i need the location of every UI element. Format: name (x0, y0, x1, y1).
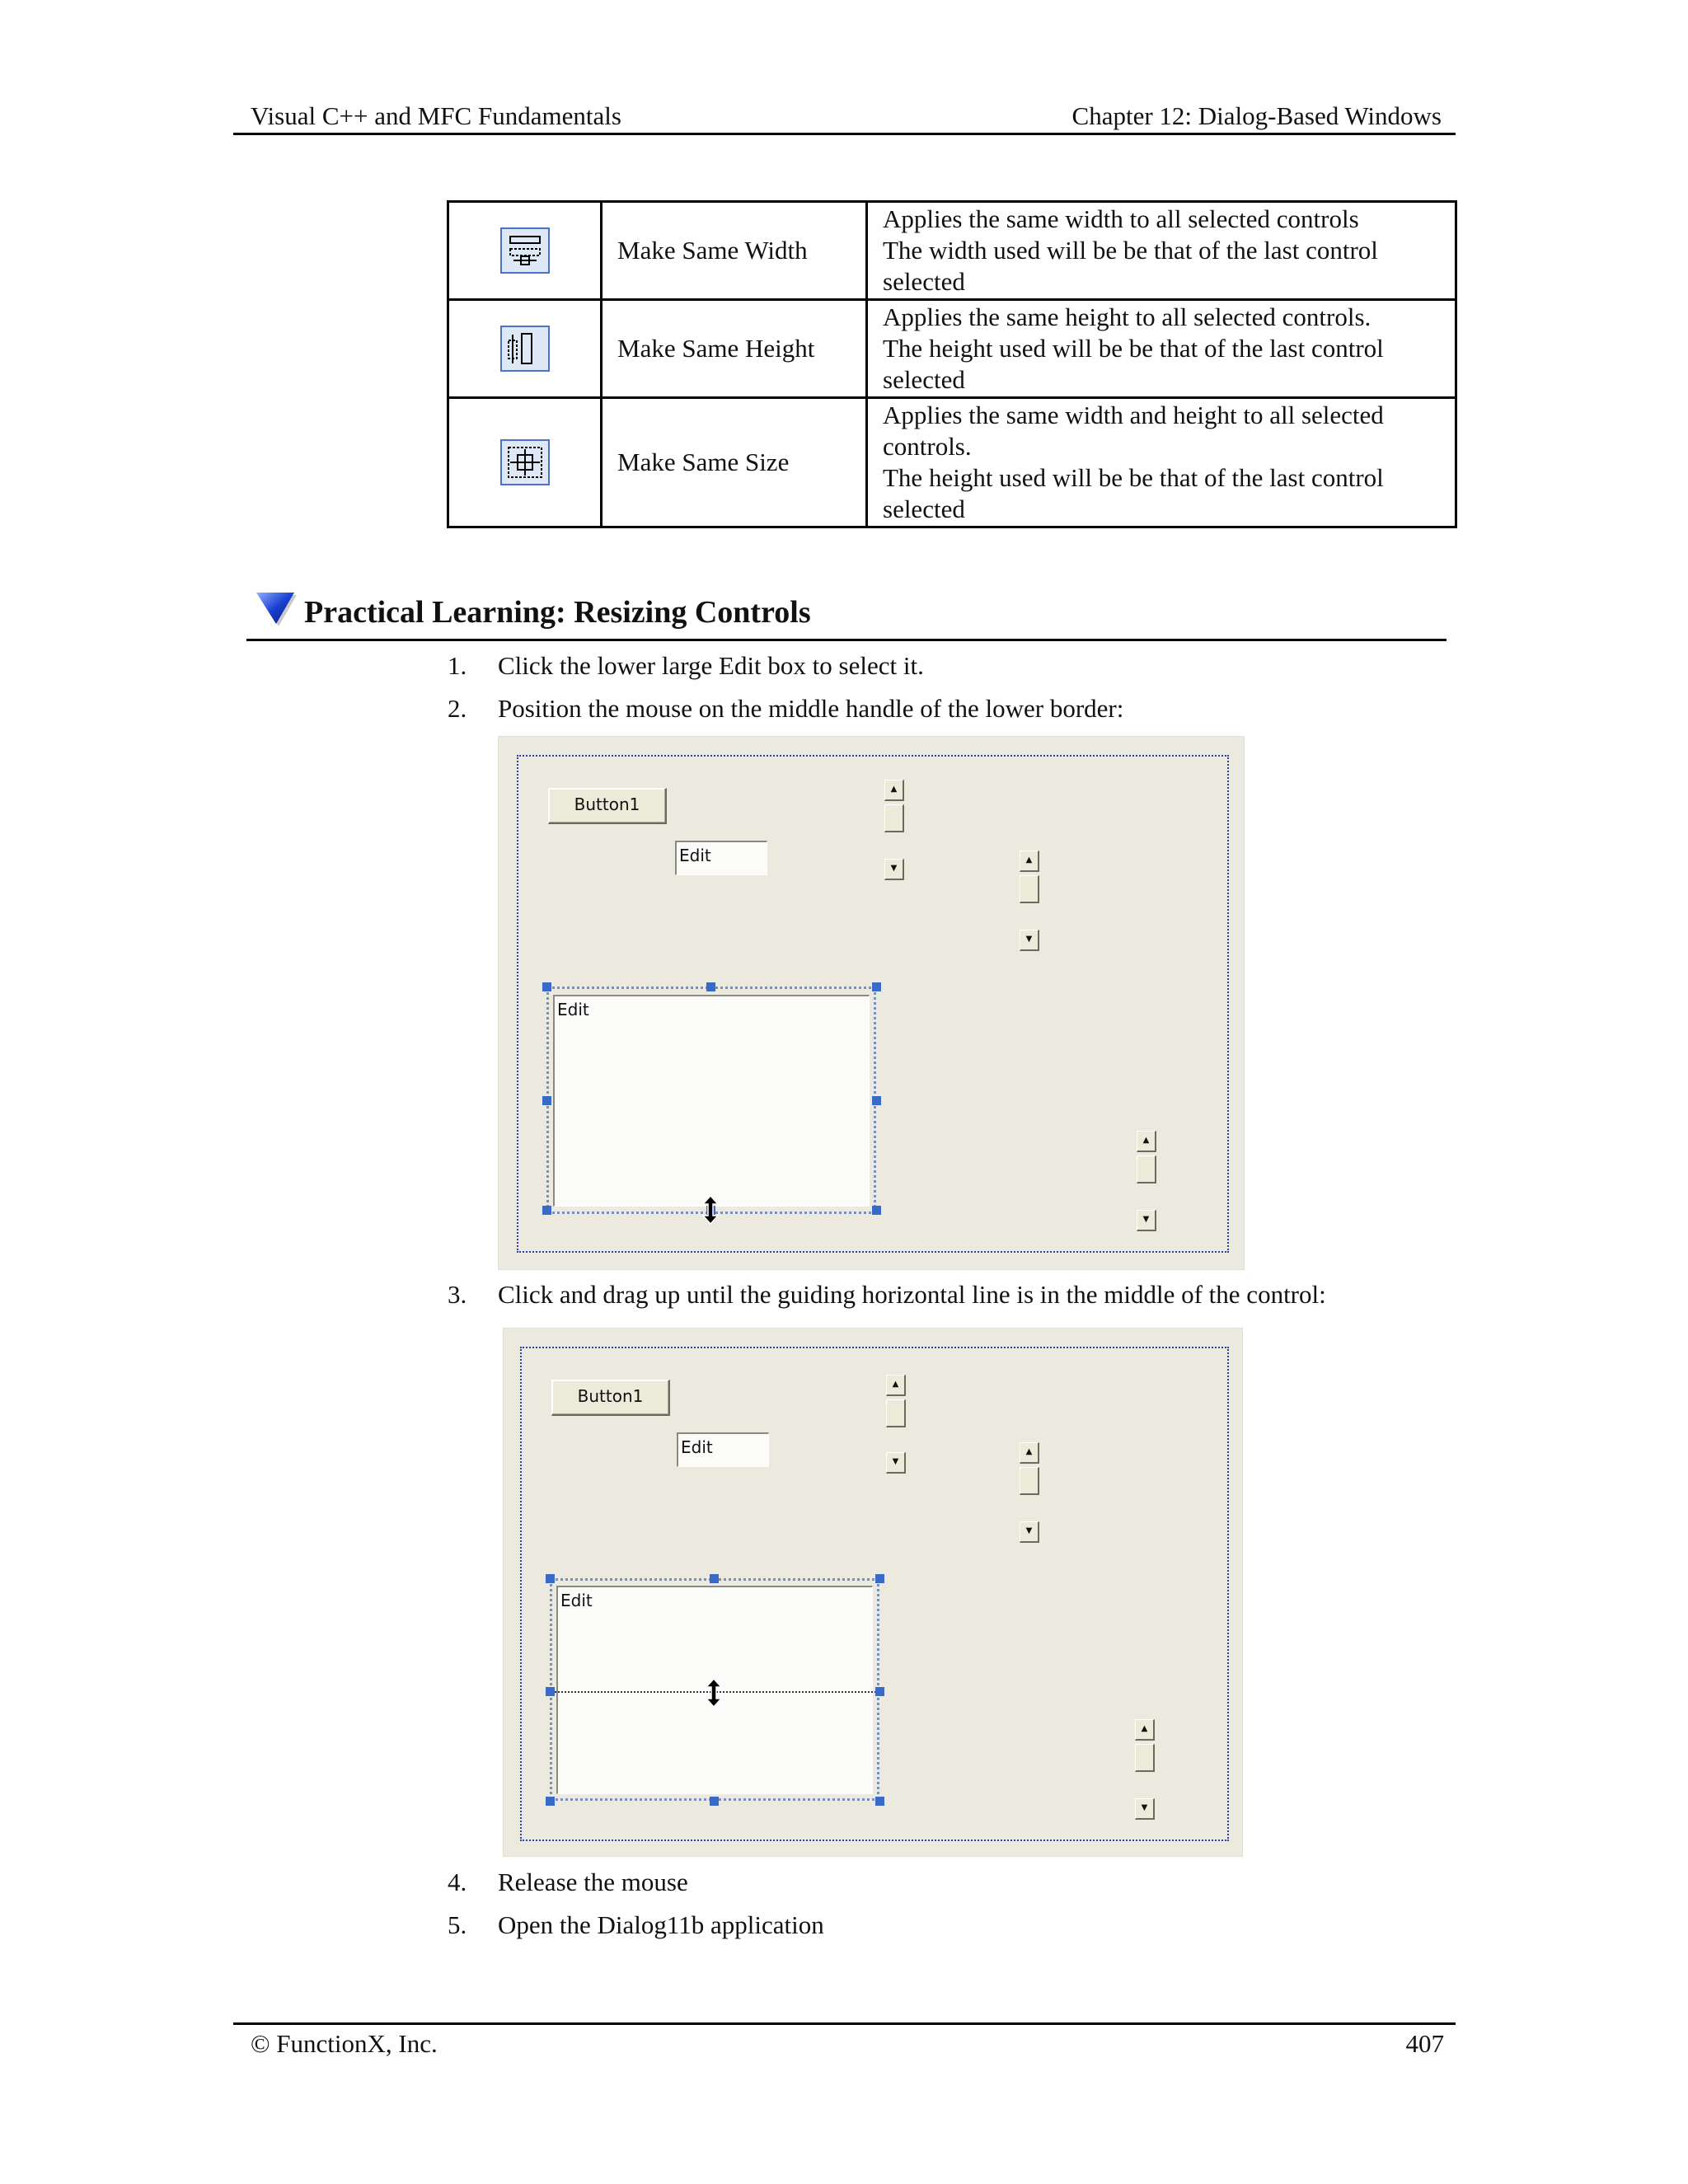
spin-track (1020, 1467, 1039, 1495)
table-row (448, 202, 1456, 300)
spin-down-icon[interactable]: ▼ (1020, 930, 1039, 951)
resize-handle[interactable] (542, 1206, 551, 1215)
running-header-title: Visual C++ and MFC Fundamentals (251, 101, 621, 130)
spin-control[interactable] (1135, 1719, 1156, 1820)
spin-control[interactable] (1020, 1442, 1041, 1543)
section-title: Practical Learning: Resizing Controls (304, 595, 811, 630)
dialog-screenshot-after (503, 1328, 1243, 1857)
edit-box-large[interactable]: Edit (556, 1586, 873, 1794)
spin-track (1137, 1155, 1156, 1183)
spin-control[interactable] (886, 1375, 907, 1474)
resize-handle[interactable] (710, 1574, 719, 1583)
spin-up-icon[interactable]: ▲ (886, 1375, 906, 1396)
table-row (448, 300, 1456, 398)
table-row (448, 398, 1456, 527)
button1[interactable]: Button1 (551, 1380, 670, 1416)
resize-handle[interactable] (875, 1797, 884, 1806)
edit-box-small[interactable]: Edit (677, 1432, 769, 1467)
running-header-chapter: Chapter 12: Dialog-Based Windows (1071, 101, 1442, 130)
edit-box-small[interactable]: Edit (675, 841, 767, 875)
resize-handle[interactable] (542, 1096, 551, 1105)
header-rule (233, 133, 1456, 135)
spin-track (1135, 1744, 1155, 1772)
spin-control[interactable] (1020, 851, 1041, 951)
make-same-size-icon (500, 439, 550, 485)
resize-handle-bottom-middle[interactable] (710, 1797, 719, 1806)
footer-rule (233, 2022, 1456, 2025)
blue-triangle-icon (253, 588, 298, 631)
make-same-width-icon (500, 227, 550, 274)
layout-commands-table (447, 200, 1457, 528)
resize-handle[interactable] (872, 1096, 881, 1105)
spin-down-icon[interactable]: ▼ (1020, 1521, 1039, 1543)
resize-handle[interactable] (875, 1574, 884, 1583)
footer-copyright: © FunctionX, Inc. (251, 2029, 438, 2058)
page-number: 407 (1405, 2029, 1444, 2058)
spin-down-icon[interactable]: ▼ (1137, 1210, 1156, 1231)
spin-up-icon[interactable]: ▲ (1135, 1719, 1155, 1741)
spin-up-icon[interactable]: ▲ (1137, 1131, 1156, 1152)
spin-control[interactable] (1137, 1131, 1158, 1231)
vertical-resize-cursor-icon (705, 1678, 723, 1708)
resize-handle[interactable] (706, 982, 715, 991)
spin-up-icon[interactable]: ▲ (884, 780, 904, 801)
spin-down-icon[interactable]: ▼ (886, 1452, 906, 1474)
spin-track (886, 1399, 906, 1427)
spin-track (1020, 875, 1039, 903)
spin-down-icon[interactable]: ▼ (884, 859, 904, 880)
section-rule (246, 639, 1447, 641)
dialog-screenshot-before (498, 736, 1245, 1270)
spin-up-icon[interactable]: ▲ (1020, 1442, 1039, 1464)
edit-box-large[interactable]: Edit (553, 995, 870, 1207)
spin-track (884, 804, 904, 832)
resize-handle[interactable] (546, 1574, 555, 1583)
resize-handle[interactable] (546, 1687, 555, 1696)
command-name: Make Same Width (602, 202, 867, 300)
command-description: Applies the same height to all selected controls. The height used will be be that of the last control selected (867, 300, 1456, 398)
resize-handle[interactable] (872, 1206, 881, 1215)
command-name: Make Same Size (602, 398, 867, 527)
resize-handle[interactable] (872, 982, 881, 991)
spin-control[interactable] (884, 780, 906, 880)
resize-handle[interactable] (546, 1797, 555, 1806)
command-name: Make Same Height (602, 300, 867, 398)
resize-handle[interactable] (875, 1687, 884, 1696)
spin-up-icon[interactable]: ▲ (1020, 851, 1039, 872)
command-description: Applies the same width to all selected controls The width used will be be that of the last control selected (867, 202, 1456, 300)
button1[interactable]: Button1 (548, 788, 667, 824)
spin-down-icon[interactable]: ▼ (1135, 1798, 1155, 1820)
vertical-resize-cursor-icon (701, 1195, 720, 1225)
command-description: Applies the same width and height to all selected controls. The height used will be be that of the last control selected (867, 398, 1456, 527)
make-same-height-icon (500, 326, 550, 372)
resize-handle[interactable] (542, 982, 551, 991)
